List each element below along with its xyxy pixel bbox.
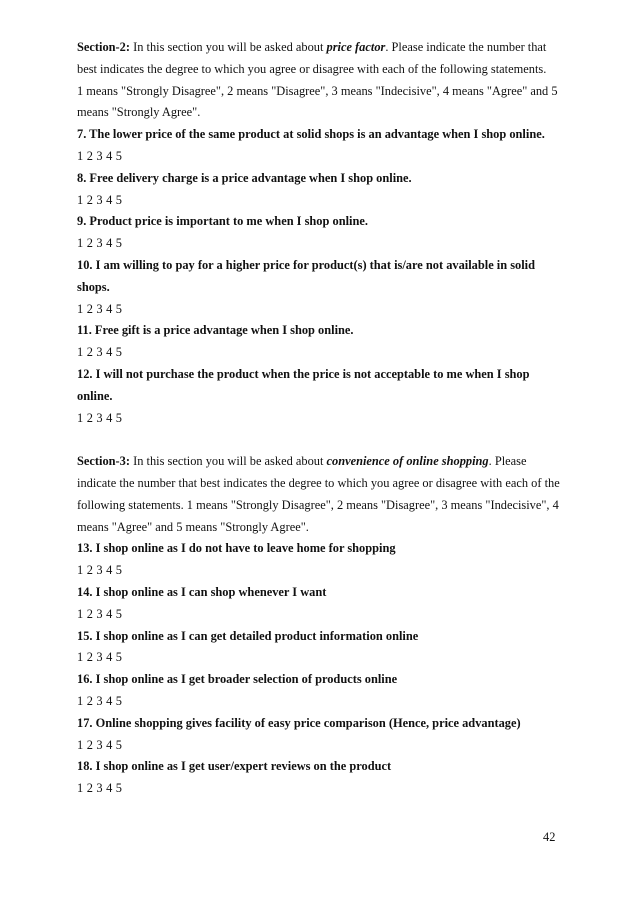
section-2-intro-line-1 (77, 37, 589, 59)
question-18: 18. I shop online as I get user/expert reviews on the product (77, 759, 392, 774)
section-3-intro-before: In this section you will be asked about (130, 454, 327, 469)
question-15-scale: 1 2 3 4 5 (77, 650, 123, 665)
question-10-continuation: shops. (77, 279, 110, 294)
question-13: 13. I shop online as I do not have to leave home for shopping (77, 541, 396, 556)
question-16: 16. I shop online as I get broader selection of products online (77, 672, 398, 687)
section-3-topic: convenience of online shopping (326, 454, 489, 469)
question-7: 7. The lower price of the same product at solid shops is an advantage when I shop online. (77, 127, 545, 142)
section-3-intro-line-2: indicate the number that best indicates the degree to which you agree or disagree with each of the (77, 475, 560, 490)
question-10-scale: 1 2 3 4 5 (77, 301, 123, 316)
question-14: 14. I shop online as I can shop whenever I want (77, 584, 327, 599)
document-page (77, 37, 589, 800)
section-3-label: Section-3: (77, 454, 130, 469)
question-13-scale: 1 2 3 4 5 (77, 563, 123, 578)
question-9: 9. Product price is important to me when I shop online. (77, 214, 368, 229)
section-2-label: Section-2: (77, 40, 130, 54)
section-3-intro-line-3: following statements. 1 means "Strongly Disagree", 2 means "Disagree", 3 means "Indecisive", 4 (77, 497, 559, 512)
question-11-scale: 1 2 3 4 5 (77, 345, 123, 360)
question-14-scale: 1 2 3 4 5 (77, 606, 123, 621)
question-10: 10. I am willing to pay for a higher price for product(s) that is/are not available in solid (77, 257, 536, 272)
section-2-intro-line-4: means "Strongly Agree". (77, 105, 201, 120)
section-2-topic: price factor (326, 40, 386, 54)
question-18-scale: 1 2 3 4 5 (77, 781, 123, 796)
section-3-intro-after: . Please (488, 454, 527, 469)
page-number: 42 (543, 830, 556, 844)
question-17-scale: 1 2 3 4 5 (77, 737, 123, 752)
question-12: 12. I will not purchase the product when the price is not acceptable to me when I shop (77, 366, 530, 381)
section-2-intro-before: In this section you will be asked about (130, 40, 327, 54)
question-12-continuation: online. (77, 388, 113, 403)
section-2-intro-after: . Please indicate the number that (385, 40, 547, 54)
question-12-scale: 1 2 3 4 5 (77, 410, 123, 425)
section-2-intro-line-2: best indicates the degree to which you agree or disagree with each of the following statements. (77, 61, 547, 76)
question-8: 8. Free delivery charge is a price advantage when I shop online. (77, 170, 412, 185)
question-7-scale: 1 2 3 4 5 (77, 148, 123, 163)
question-11: 11. Free gift is a price advantage when I shop online. (77, 323, 354, 338)
question-16-scale: 1 2 3 4 5 (77, 693, 123, 708)
section-2-intro-line-3: 1 means "Strongly Disagree", 2 means "Disagree", 3 means "Indecisive", 4 means "Agree" and 5 (77, 83, 558, 98)
section-3-intro-line-1 (77, 451, 589, 473)
question-17: 17. Online shopping gives facility of easy price comparison (Hence, price advantage) (77, 715, 521, 730)
question-15: 15. I shop online as I can get detailed product information online (77, 628, 419, 643)
question-8-scale: 1 2 3 4 5 (77, 192, 123, 207)
question-9-scale: 1 2 3 4 5 (77, 236, 123, 251)
section-spacer (77, 429, 589, 451)
section-3-intro-line-4: means "Agree" and 5 means "Strongly Agree". (77, 519, 309, 534)
